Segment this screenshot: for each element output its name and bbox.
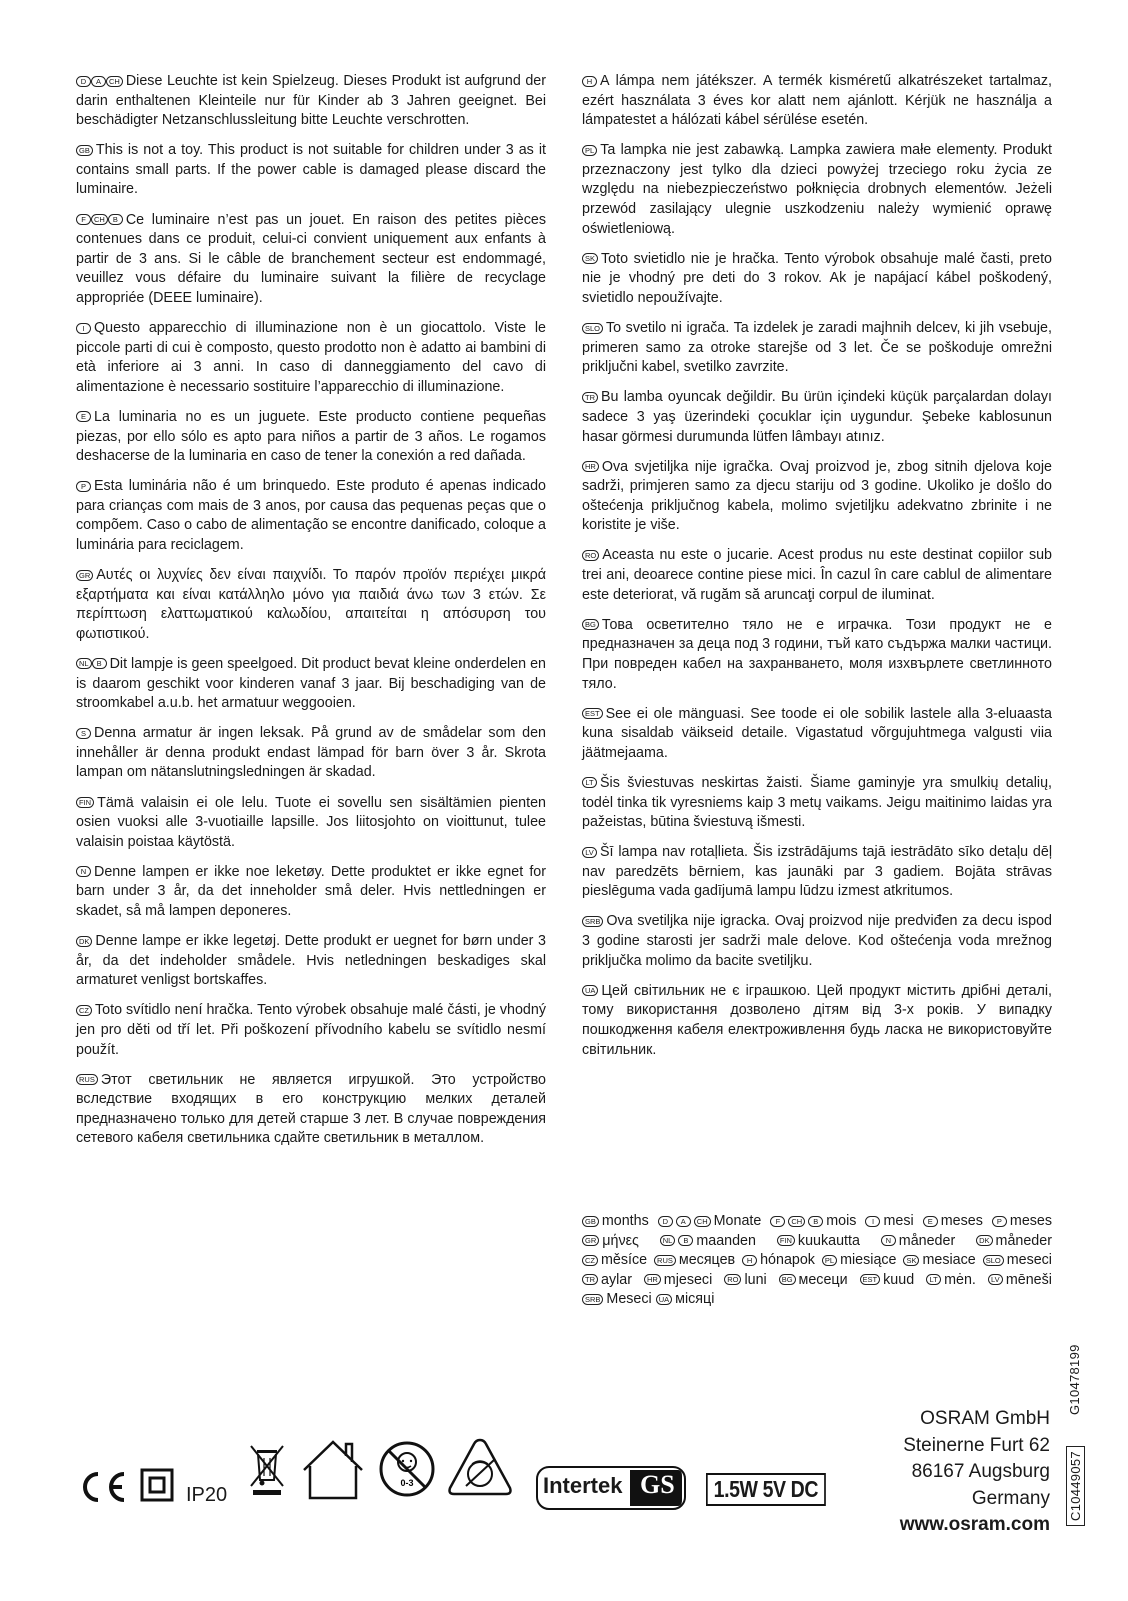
country-code-badge: SK bbox=[903, 1255, 919, 1266]
month-translation bbox=[860, 1272, 915, 1288]
warning-text: Šī lampa nav rotaļlieta. Šis izstrādājums tajā iestrādāto sīko detaļu dēļ nav paredzēts bērniem, kas jaunāki par 3 gadiem. Bojāta strāvas pieslēguma vada gadījumā lampu lūdzu izmest atkritumos. bbox=[582, 844, 1052, 900]
ip-rating: IP20 bbox=[186, 1484, 228, 1506]
month-translation bbox=[988, 1272, 1052, 1288]
country-code-badge: NL bbox=[660, 1235, 676, 1246]
country-code-badge: SK bbox=[582, 253, 598, 264]
country-code-badge: PL bbox=[822, 1255, 837, 1266]
country-code-badge: TR bbox=[582, 392, 598, 403]
month-translation bbox=[582, 1272, 632, 1288]
month-translation bbox=[742, 1252, 815, 1268]
month-word: mėn. bbox=[944, 1271, 976, 1288]
website-link[interactable]: www.osram.com bbox=[899, 1514, 1050, 1535]
warning-paragraph bbox=[76, 863, 546, 922]
warning-paragraph bbox=[76, 211, 546, 309]
country-code-badge: CH bbox=[91, 214, 108, 225]
country-code-badge: LV bbox=[582, 847, 597, 858]
warning-paragraph bbox=[76, 724, 546, 783]
month-translation bbox=[770, 1213, 856, 1229]
warning-text: Denna armatur är ingen leksak. På grund av de smådelar som den innehåller är denna produkt endast lämpad för barn över 3 år. Skrota lampan om nätanslutningsledningen är skadad. bbox=[76, 725, 546, 781]
country-code-badge: LV bbox=[988, 1274, 1003, 1285]
warning-text: Bu lamba oyuncak değildir. Bu ürün içindeki küçük parçalardan dolayı sadece 3 yaş üzerindeki çocuklar için uygundur. Şebeke kablosunun hasar görmesi durumunda lütfen lâmbayı atınız. bbox=[582, 389, 1052, 445]
month-word: maanden bbox=[696, 1232, 756, 1249]
indoor-use-house-icon bbox=[300, 1436, 366, 1502]
warning-text: Diese Leuchte ist kein Spielzeug. Dieses Produkt ist aufgrund der darin enthaltenen Kleinteile nur für Kinder ab 3 Jahren geeignet. Bei beschädigter Netzanschlussleitung bitte Leuchte verschrotten. bbox=[76, 73, 546, 129]
country-code-badge: UA bbox=[656, 1294, 672, 1305]
month-word: Meseci bbox=[606, 1291, 652, 1308]
street-address: Steinerne Furt 62 bbox=[903, 1434, 1050, 1456]
warning-text: This is not a toy. This product is not suitable for children under 3 as it contains small parts. If the power cable is damaged please discard the luminaire. bbox=[76, 142, 546, 198]
country-code-badge: E bbox=[923, 1216, 938, 1227]
country-code-badge: I bbox=[865, 1216, 880, 1227]
month-translation bbox=[658, 1213, 762, 1229]
warning-paragraph bbox=[76, 319, 546, 397]
country-code-badge: H bbox=[742, 1255, 757, 1266]
month-word: месяцев bbox=[678, 1252, 736, 1269]
country-code-badge: FIN bbox=[76, 797, 94, 808]
country-code-badge: CH bbox=[788, 1216, 805, 1227]
country-code-badge: BG bbox=[779, 1274, 796, 1285]
month-translation bbox=[724, 1272, 767, 1288]
month-word: hónapok bbox=[760, 1252, 815, 1269]
warning-paragraph bbox=[582, 388, 1052, 447]
warning-text: Aceasta nu este o jucarie. Acest produs nu este destinat copiilor sub trei ani, deoarece contine piese mici. În cazul în care cablul de alimentare este deteriorat, vă rugăm să aruncaţi corpul de iluminat. bbox=[582, 547, 1052, 603]
crossed-bin-icon bbox=[247, 1440, 287, 1496]
warning-paragraph bbox=[582, 982, 1052, 1060]
country-code-badge: LT bbox=[926, 1274, 941, 1285]
furniture-mounting-icon bbox=[446, 1436, 514, 1500]
warning-text: Цей світильник не є іграшкою. Цей продукт містить дрібні деталі, тому використання дозволено дітям від 3-х років. У випадку пошкодження кабеля електроживлення будь ласка не використовуйте світильник. bbox=[582, 982, 1052, 1058]
warning-text: Denne lampe er ikke legetøj. Dette produkt er uegnet for børn under 3 år, da det indeholder smådele. Hvis netledningen beskadiges skal armaturet venligst bortskaffes. bbox=[76, 933, 546, 989]
month-word: months bbox=[601, 1213, 649, 1229]
warning-text: Ova svjetiljka nije igračka. Ovaj proizvod je, zbog sitnih djelova koje sadrži, primjeren samo za djecu stariju od 3 godine. Ukoliko je došlo do oštećenja priključnog kabela, molimo svjetiljku adekvatno zbrinite i ne koristite je više. bbox=[582, 458, 1052, 534]
warning-paragraph bbox=[76, 1001, 546, 1060]
warning-paragraph bbox=[582, 141, 1052, 239]
warning-text: Ta lampka nie jest zabawką. Lampka zawiera małe elementy. Produkt przeznaczony jest tylko dla dzieci powyżej trzeciego roku życia ze względu na niebezpieczeństwo połknięcia drobnych elementów. Jeżeli przewód zasilający ulegnie uszkodzeniu należy wymienić oprawę oświetleniową. bbox=[582, 142, 1052, 237]
warning-text: Ova svetiljka nije igracka. Ovaj proizvod nije predviđen za decu ispod 3 godine starosti jer sadrži male delove. Kod oštećenja voda mrežnog priključka molimo da bacite svetiljku. bbox=[582, 913, 1052, 969]
country-code-badge: N bbox=[76, 866, 91, 877]
warning-text: Това осветително тяло не е играчка. Този продукт не е предназначен за деца под 3 години, тъй като съдържа малки частици. При повреден кабел на захранването, моля изхвърлете светлинното тяло. bbox=[582, 616, 1052, 692]
country-code-badge: GB bbox=[76, 145, 93, 156]
country-code-badge: DK bbox=[976, 1235, 992, 1246]
country-code-badge: SLO bbox=[582, 323, 603, 334]
country-code-badge: DK bbox=[76, 936, 92, 947]
warning-paragraph bbox=[582, 912, 1052, 971]
country-code-badge: PL bbox=[582, 145, 597, 156]
month-translation bbox=[644, 1272, 712, 1288]
country-code-badge: SLO bbox=[983, 1255, 1004, 1266]
country-code-badge: RO bbox=[724, 1274, 741, 1285]
document-number-a: G10478199 bbox=[1067, 1344, 1082, 1415]
country-code-badge: H bbox=[582, 76, 597, 87]
intertek-label: Intertek bbox=[543, 1473, 623, 1498]
warning-paragraph bbox=[76, 1071, 546, 1149]
warning-text: Denne lampen er ikke noe leketøy. Dette produktet er ikke egnet for barn under 3 år, da det inneholder små deler. Hvis nettledningen er skadet, så må lampen deponeres. bbox=[76, 863, 546, 919]
month-word: місяці bbox=[675, 1291, 715, 1308]
country-code-badge: RO bbox=[582, 550, 599, 561]
warning-text: A lámpa nem játékszer. A termék kisméretű alkatrészeket tartalmaz, ezért használata 3 éves kor alatt nem ajánlott. Kérjük ne használja a lámpatestet a hálózati kábel sérülése esetén. bbox=[582, 73, 1052, 129]
warning-paragraph bbox=[76, 72, 546, 131]
month-translation bbox=[654, 1252, 735, 1268]
warning-text: La luminaria no es un juguete. Este producto contiene pequeñas piezas, por ello sólo es apto para niños a partir de 3 años. Le rogamos deshacerse de la luminaria en caso de tener la conexión a red dañada. bbox=[76, 408, 546, 465]
country-code-badge: E bbox=[76, 411, 91, 422]
month-word: μήνες bbox=[602, 1232, 639, 1249]
month-translation bbox=[926, 1272, 976, 1288]
warning-text: Esta luminária não é um brinquedo. Este produto é apenas indicado para crianças com mais de 3 anos, por causa das pequenas peças que o compõem. Caso o cabo de alimentação se encontre danificado, coloque a luminária para reciclagem. bbox=[76, 478, 546, 553]
month-word: месеци bbox=[798, 1271, 848, 1288]
warning-text: To svetilo ni igrača. Ta izdelek je zaradi majhnih delcev, ki jih vsebuje, primeren samo za otroke starejše od 3 let. Če se poškoduje omrežni priključni kabel, svetilko zavrzite. bbox=[582, 320, 1052, 376]
warning-text: Questo apparecchio di illuminazione non è un giocattolo. Viste le piccole parti di cui è composto, questo prodotto non è adatto ai bambini di età inferiore ai 3 anni. In caso di danneggiamento del cavo di alimentazione è necessario sostituire l’apparecchio di illuminazione. bbox=[76, 320, 546, 395]
country-code-badge: GB bbox=[582, 1216, 599, 1227]
warning-paragraph bbox=[582, 458, 1052, 536]
warning-paragraph bbox=[582, 546, 1052, 605]
country-code-badge: UA bbox=[582, 985, 598, 996]
warning-text: Αυτές οι λυχνίες δεν είναι παιχνίδι. Το παρόν προϊόν περιέχει μικρά εξαρτήματα και είναι κατάλληλο μόνο για παιδιά άνω των 3 ετών. Σε περίπτωση ελαττωματικού καλωδίου, απαιτείται η απόσυρση του φωτιστικού. bbox=[76, 567, 546, 642]
country-code-badge: HR bbox=[644, 1274, 661, 1285]
month-word: miesiące bbox=[840, 1252, 897, 1269]
country-code-badge: BG bbox=[582, 619, 599, 630]
country-code-badge: RUS bbox=[76, 1074, 98, 1085]
country-code-badge: D bbox=[658, 1216, 673, 1227]
month-translation bbox=[865, 1213, 913, 1229]
warning-paragraph bbox=[582, 319, 1052, 378]
country-code-badge: B bbox=[808, 1216, 823, 1227]
country-code-badge: FIN bbox=[777, 1235, 795, 1246]
country-code-badge: NL bbox=[76, 658, 92, 669]
country-code-badge: F bbox=[76, 214, 91, 225]
month-word: meses bbox=[1009, 1213, 1053, 1229]
country-code-badge: CH bbox=[106, 76, 123, 87]
month-word: mesiace bbox=[922, 1252, 976, 1269]
month-translation bbox=[923, 1213, 983, 1229]
country-code-badge: SRB bbox=[582, 916, 603, 927]
month-translation bbox=[582, 1213, 649, 1229]
warning-text: Toto svietidlo nie je hračka. Tento výrobok obsahuje malé časti, preto nie je vhodný pre deti do 3 rokov. Ak je napájací kábel poškodený, svietidlo nepoužívajte. bbox=[582, 250, 1052, 306]
month-word: aylar bbox=[601, 1271, 632, 1288]
warning-paragraph bbox=[76, 794, 546, 853]
country-code-badge: TR bbox=[582, 1274, 598, 1285]
warning-paragraph bbox=[76, 655, 546, 714]
month-translation bbox=[903, 1252, 975, 1268]
month-word: meseci bbox=[1006, 1252, 1052, 1269]
month-translation bbox=[777, 1233, 860, 1249]
country-code-badge: LT bbox=[582, 777, 597, 788]
manufacturer-address bbox=[820, 1406, 1050, 1539]
month-word: mjeseci bbox=[663, 1271, 713, 1288]
country-code-badge: D bbox=[76, 76, 91, 87]
company-name: OSRAM GmbH bbox=[920, 1408, 1050, 1429]
month-word: měsíce bbox=[601, 1252, 648, 1269]
country-code-badge: B bbox=[108, 214, 123, 225]
warning-text: Ce luminaire n’est pas un jouet. En raison des petites pièces contenues dans ce produit, celui-ci convient uniquement aux enfants à partir de 3 ans. Si le câble de branchement secteur est endommagé, veuillez vous défaire du luminaire suivant la filière de recyclage appropriée (DEEE luminaire). bbox=[76, 211, 546, 306]
warning-text: Toto svítidlo není hračka. Tento výrobek obsahuje malé části, je vhodný jen pro děti od tří let. Při poškození přívodního kabelu se svítidlo nesmí použít. bbox=[76, 1002, 546, 1058]
ce-mark-icon bbox=[76, 1470, 128, 1504]
warning-text: Šis šviestuvas neskirtas žaisti. Šiame gaminyje yra smulkių detalių, todėl tinka tik vyresniems kaip 3 metų vaikams. Jeigu maitinimo laidas yra pažeistas, būtina šviestuvą išmesti. bbox=[582, 774, 1052, 831]
months-translation-list bbox=[582, 1212, 1052, 1310]
country-code-badge: P bbox=[76, 481, 91, 492]
country-code-badge: A bbox=[91, 76, 106, 87]
warning-text: Tämä valaisin ei ole lelu. Tuote ei sovellu sen sisältämien pienten osien vuoksi alle 3-vuotiaille lapsille. Jos liitosjohto on vioittunut, tulee valaisin poistaa käytöstä. bbox=[76, 794, 546, 850]
double-insulation-icon bbox=[140, 1468, 174, 1502]
country-code-badge: EST bbox=[582, 708, 603, 719]
warning-paragraph bbox=[582, 774, 1052, 833]
month-word: mesi bbox=[883, 1213, 914, 1229]
warning-paragraph bbox=[582, 72, 1052, 131]
country-code-badge: SRB bbox=[582, 1294, 603, 1305]
month-translation bbox=[582, 1233, 639, 1249]
country-code-badge: B bbox=[678, 1235, 693, 1246]
month-translation bbox=[976, 1233, 1052, 1249]
age-range-label: 0-3 bbox=[400, 1478, 414, 1488]
not-for-children-0-3-icon bbox=[378, 1440, 436, 1498]
month-translation bbox=[881, 1233, 955, 1249]
month-translation bbox=[582, 1291, 652, 1307]
month-translation bbox=[992, 1213, 1052, 1229]
country-code-badge: I bbox=[76, 323, 91, 334]
country-code-badge: A bbox=[676, 1216, 691, 1227]
warning-text: Этот светильник не является игрушкой. Это устройство вследствие входящих в его конструкцию мелких деталей предназначено только для детей старше 3 лет. В случае повреждения сетевого кабеля светильника сдайте светильник в металлом. bbox=[76, 1071, 546, 1147]
month-translation bbox=[582, 1252, 647, 1268]
country-code-badge: RUS bbox=[654, 1255, 676, 1266]
month-word: måneder bbox=[898, 1232, 956, 1249]
month-word: luni bbox=[744, 1271, 767, 1288]
country-code-badge: B bbox=[92, 658, 107, 669]
country-code-badge: S bbox=[76, 728, 91, 739]
month-word: mois bbox=[826, 1213, 857, 1229]
month-word: mēneši bbox=[1005, 1271, 1052, 1288]
country: Germany bbox=[971, 1487, 1050, 1509]
warning-paragraph bbox=[582, 250, 1052, 309]
country-code-badge: EST bbox=[860, 1274, 881, 1285]
month-word: kuukautta bbox=[797, 1232, 860, 1249]
country-code-badge: HR bbox=[582, 461, 599, 472]
gs-label: GS bbox=[640, 1470, 675, 1499]
month-translation bbox=[660, 1233, 756, 1249]
month-translation bbox=[983, 1252, 1052, 1268]
city-postcode: 86167 Augsburg bbox=[911, 1461, 1050, 1482]
warning-paragraph bbox=[582, 705, 1052, 764]
country-code-badge: P bbox=[992, 1216, 1007, 1227]
country-code-badge: CH bbox=[694, 1216, 711, 1227]
month-translation bbox=[656, 1291, 715, 1307]
country-code-badge: GR bbox=[76, 570, 93, 581]
month-translation bbox=[822, 1252, 897, 1268]
warning-paragraph bbox=[582, 843, 1052, 902]
country-code-badge: F bbox=[770, 1216, 785, 1227]
power-rating-label: 1.5W 5V DC bbox=[706, 1473, 826, 1506]
right-text-column bbox=[582, 72, 1052, 1071]
warning-paragraph bbox=[76, 141, 546, 200]
country-code-badge: CZ bbox=[76, 1005, 92, 1016]
warning-paragraph bbox=[76, 932, 546, 991]
month-word: kuud bbox=[883, 1271, 915, 1288]
warning-text: Dit lampje is geen speelgoed. Dit product bevat kleine onderdelen en is daarom geschikt voor kinderen vanaf 3 jaar. Bij beschadiging van de stroomkabel a.u.b. het armatuur weggooien. bbox=[76, 655, 546, 712]
country-code-badge: CZ bbox=[582, 1255, 598, 1266]
warning-paragraph bbox=[582, 616, 1052, 694]
warning-paragraph bbox=[76, 477, 546, 555]
warning-paragraph bbox=[76, 408, 546, 467]
country-code-badge: GR bbox=[582, 1235, 599, 1246]
left-text-column bbox=[76, 72, 546, 1160]
month-word: måneder bbox=[995, 1232, 1052, 1249]
month-word: meses bbox=[940, 1213, 983, 1229]
warning-paragraph bbox=[76, 566, 546, 644]
warning-text: See ei ole mänguasi. See toode ei ole sobilik lastele alla 3-eluaasta kuna sisaldab väikseid detaile. Vigastatud võrgujuhtmega valgusti viia jäätmejaama. bbox=[582, 705, 1052, 761]
month-translation bbox=[779, 1272, 848, 1288]
document-number-b: C10449057 bbox=[1066, 1446, 1085, 1526]
month-word: Monate bbox=[713, 1213, 762, 1229]
country-code-badge: N bbox=[881, 1235, 896, 1246]
